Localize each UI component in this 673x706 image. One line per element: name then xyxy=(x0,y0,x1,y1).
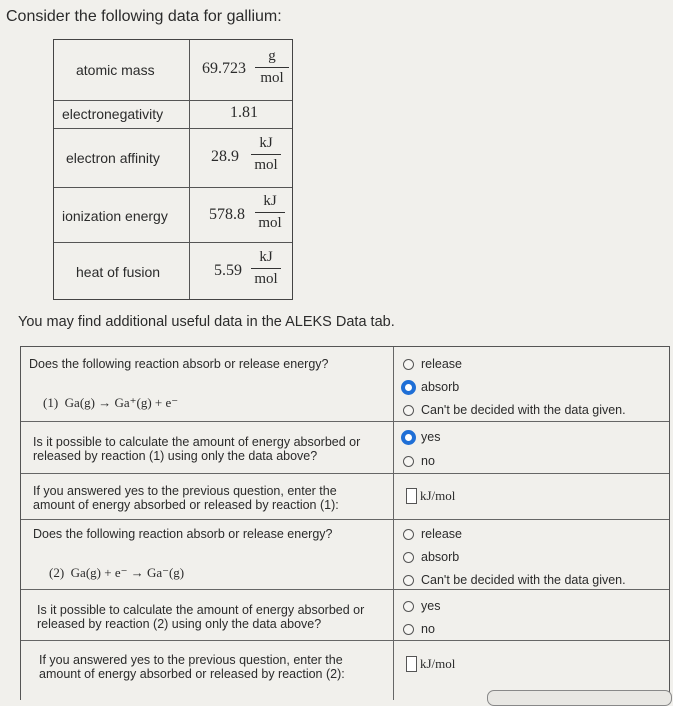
row-value: 1.81 xyxy=(230,104,258,121)
question-3-text: If you answered yes to the previous question, enter the amount of energy absorbed or released by reaction (1): xyxy=(33,484,339,512)
bottom-button[interactable] xyxy=(487,690,672,706)
radio-icon[interactable] xyxy=(403,529,414,540)
row-label: heat of fusion xyxy=(76,264,161,280)
option-release-2[interactable]: release xyxy=(403,527,462,541)
option-cant-decide-1[interactable]: Can't be decided with the data given. xyxy=(403,403,626,417)
radio-icon[interactable] xyxy=(403,552,414,563)
row-unit: kJ mol xyxy=(251,135,281,174)
option-yes-1[interactable]: yes xyxy=(403,430,440,444)
row-unit: kJ mol xyxy=(255,193,285,232)
row-unit: g mol xyxy=(255,48,289,87)
table-row xyxy=(54,187,292,243)
answer-box[interactable] xyxy=(406,656,417,672)
row-value: 578.8 xyxy=(209,206,245,223)
question-4-text: Does the following reaction absorb or release energy? xyxy=(33,527,333,541)
energy-input-2[interactable]: kJ/mol xyxy=(406,656,455,672)
option-yes-2[interactable]: yes xyxy=(403,599,440,613)
table-row xyxy=(54,40,292,101)
page-title: Consider the following data for gallium: xyxy=(6,8,282,25)
radio-icon[interactable] xyxy=(403,624,414,635)
option-release-1[interactable]: release xyxy=(403,357,462,371)
row-unit: kJ mol xyxy=(251,249,281,288)
row-label: electronegativity xyxy=(62,106,164,122)
row-label: atomic mass xyxy=(76,62,155,78)
option-no-2[interactable]: no xyxy=(403,622,435,636)
row-value: 69.723 xyxy=(202,60,246,77)
radio-icon[interactable] xyxy=(403,405,414,416)
table-row xyxy=(54,100,292,129)
row-value: 28.9 xyxy=(211,148,239,165)
row-value: 5.59 xyxy=(214,262,242,279)
question-5-text: Is it possible to calculate the amount of energy absorbed or released by reaction (2) using only the data above? xyxy=(37,603,365,631)
energy-input-1[interactable]: kJ/mol xyxy=(406,488,455,504)
answer-box[interactable] xyxy=(406,488,417,504)
option-no-1[interactable]: no xyxy=(403,454,435,468)
question-2-text: Is it possible to calculate the amount of energy absorbed or released by reaction (1) using only the data above? xyxy=(33,435,361,463)
reaction-2: (2) Ga(g) + e⁻ → Ga⁻(g) xyxy=(49,565,185,580)
question-1-text: Does the following reaction absorb or release energy? xyxy=(29,357,329,371)
question-table xyxy=(20,346,670,700)
option-absorb-2[interactable]: absorb xyxy=(403,550,459,564)
row-label: electron affinity xyxy=(66,150,160,166)
question-6-text: If you answered yes to the previous question, enter the amount of energy absorbed or released by reaction (2): xyxy=(39,653,345,681)
data-tab-note: You may find additional useful data in the ALEKS Data tab. xyxy=(18,314,395,330)
table-row xyxy=(54,128,292,188)
radio-icon[interactable] xyxy=(403,601,414,612)
option-cant-decide-2[interactable]: Can't be decided with the data given. xyxy=(403,573,626,587)
row-label: ionization energy xyxy=(62,208,168,224)
reaction-1: (1) Ga(g) → Ga⁺(g) + e⁻ xyxy=(43,395,179,410)
gallium-data-table xyxy=(53,39,293,300)
radio-icon[interactable] xyxy=(403,359,414,370)
radio-selected-icon[interactable] xyxy=(402,431,415,444)
option-absorb-1[interactable]: absorb xyxy=(403,380,459,394)
radio-icon[interactable] xyxy=(403,575,414,586)
radio-icon[interactable] xyxy=(403,456,414,467)
table-row xyxy=(54,242,292,299)
radio-selected-icon[interactable] xyxy=(402,381,415,394)
